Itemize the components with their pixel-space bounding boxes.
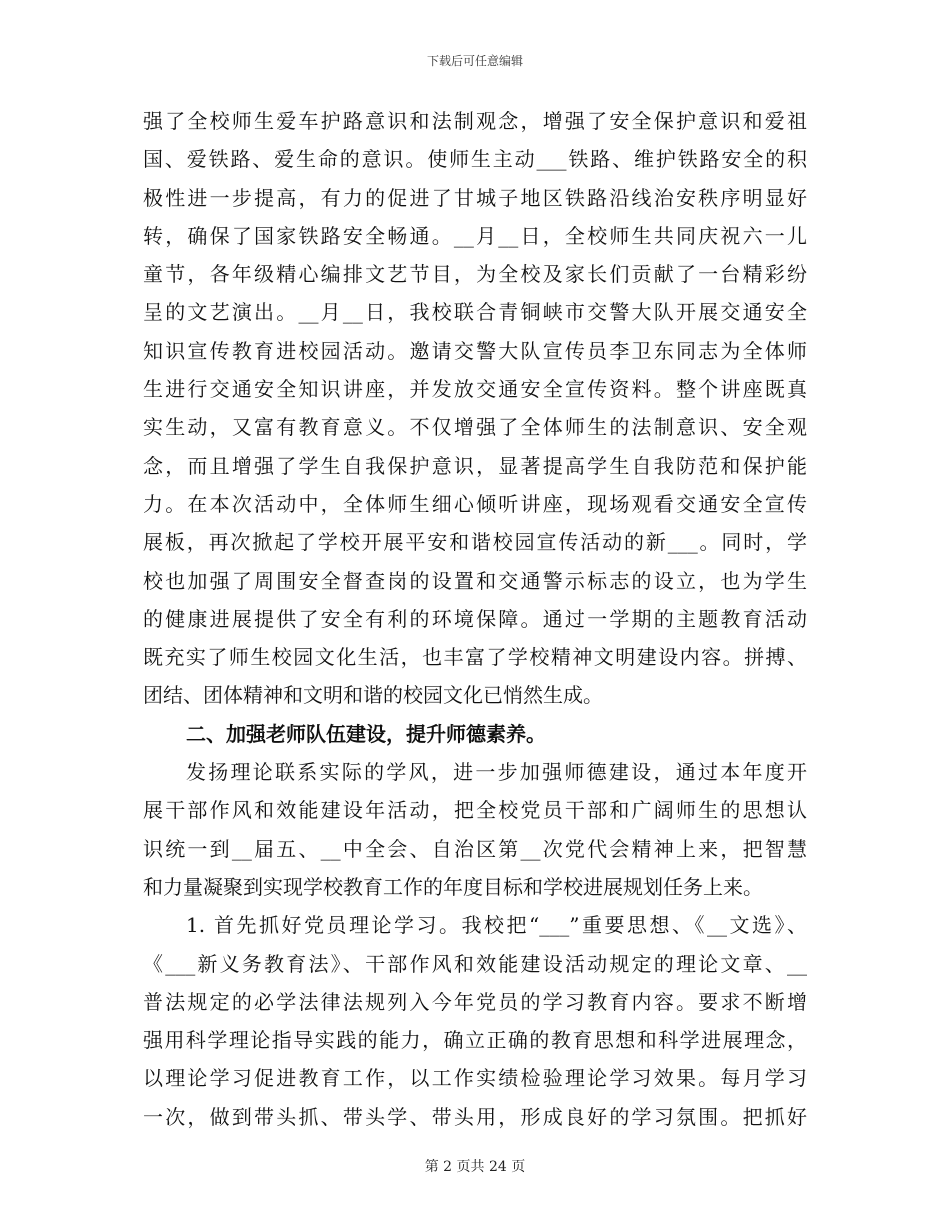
text-line: 1. 首先抓好党员理论学习。我校把“___”重要思想、《__文选》、 — [186, 913, 807, 938]
text-line: 知识宣传教育进校园活动。邀请交警大队宣传员李卫东同志为全体师 — [143, 338, 807, 363]
text-line: 念，而且增强了学生自我保护意识，显著提高学生自我防范和保护能 — [143, 453, 807, 478]
text-line: 和力量凝聚到实现学校教育工作的年度目标和学校进展规划任务上来。 — [143, 874, 763, 899]
text-line: 力。在本次活动中，全体师生细心倾听讲座，现场观看交通安全宣传 — [143, 491, 807, 516]
text-line: 呈的文艺演出。__月__日，我校联合青铜峡市交警大队开展交通安全 — [143, 300, 807, 325]
text-line: 生进行交通安全知识讲座，并发放交通安全宣传资料。整个讲座既真 — [143, 377, 807, 402]
text-line: 《___新义务教育法》、干部作风和效能建设活动规定的理论文章、__ — [143, 951, 807, 976]
text-line: 极性进一步提高，有力的促进了甘城子地区铁路沿线治安秩序明显好 — [143, 185, 807, 210]
page-number: 第 2 页共 24 页 — [424, 1159, 526, 1175]
text-line: 实生动，又富有教育意义。不仅增强了全体师生的法制意识、安全观 — [143, 415, 807, 440]
text-line: 的健康进展提供了安全有利的环境保障。通过一学期的主题教育活动 — [143, 606, 807, 631]
text-line: 发扬理论联系实际的学风，进一步加强师德建设，通过本年度开 — [186, 760, 807, 785]
text-line: 以理论学习促进教育工作，以工作实绩检验理论学习效果。每月学习 — [143, 1066, 807, 1091]
text-line: 国、爱铁路、爱生命的意识。使师生主动___铁路、维护铁路安全的积 — [143, 147, 807, 172]
text-line: 一次，做到带头抓、带头学、带头用，形成良好的学习氛围。把抓好 — [143, 1104, 807, 1129]
text-line: 强了全校师生爱车护路意识和法制观念，增强了安全保护意识和爱祖 — [143, 109, 807, 133]
text-line: 转，确保了国家铁路安全畅通。__月__日，全校师生共同庆祝六一儿 — [143, 223, 807, 248]
text-line: 普法规定的必学法律法规列入今年党员的学习教育内容。要求不断增 — [143, 989, 807, 1014]
text-line: 展板，再次掀起了学校开展平安和谐校园宣传活动的新___。同时，学 — [143, 530, 807, 555]
text-line: 校也加强了周围安全督查岗的设置和交通警示标志的设立，也为学生 — [143, 568, 807, 593]
text-line: 既充实了师生校园文化生活，也丰富了学校精神文明建设内容。拼搏、 — [143, 645, 807, 670]
text-line: 展干部作风和效能建设年活动，把全校党员干部和广阔师生的思想认 — [143, 798, 807, 823]
text-line: 强用科学理论指导实践的能力，确立正确的教育思想和科学进展理念， — [143, 1028, 807, 1053]
section-heading: 二、加强老师队伍建设，提升师德素养。 — [186, 721, 546, 746]
text-line: 童节，各年级精心编排文艺节目，为全校及家长们贡献了一台精彩纷 — [143, 262, 807, 287]
body-text — [143, 102, 807, 1136]
text-line: 识统一到__届五、__中全会、自治区第__次党代会精神上来，把智慧 — [143, 836, 807, 861]
text-line: 团结、团体精神和文明和谐的校园文化已悄然生成。 — [143, 683, 603, 708]
page-header-note: 下载后可任意编辑 — [426, 54, 523, 68]
